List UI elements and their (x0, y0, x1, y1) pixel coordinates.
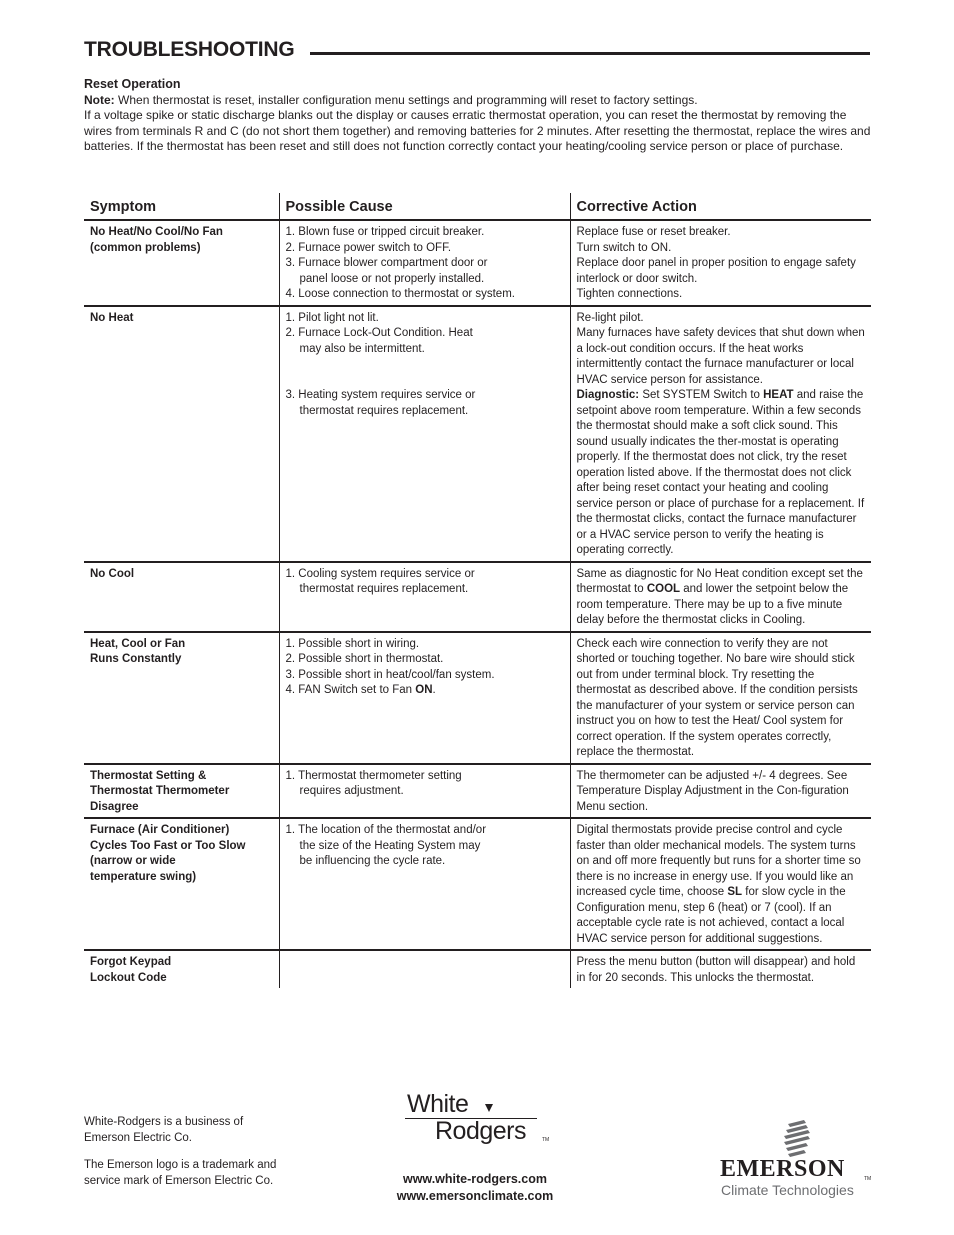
cause-text-tail: . (432, 684, 436, 696)
action-text: Digital thermostats provide precise control and cycle faster than older mechanical models. The system turns on and off more frequently but runs for a shorter time so there is no increase in energy use. If you would like an increased cycle time, choose (576, 824, 861, 898)
symptom-line: temperature swing) (90, 870, 197, 883)
white-rodgers-logo (405, 1090, 555, 1152)
cause-text: 1. Cooling system requires service or (285, 567, 475, 580)
cause-cell (279, 764, 570, 819)
troubleshooting-table (84, 193, 871, 988)
emerson-trademark: TM (864, 1176, 872, 1182)
cause-cell (279, 220, 570, 306)
action-paragraph (577, 637, 866, 761)
action-paragraph (577, 311, 866, 327)
cause-line (286, 342, 564, 358)
action-paragraph (577, 823, 866, 947)
cause-line (286, 567, 564, 583)
symptom-cell (84, 818, 279, 950)
cause-cell (279, 950, 570, 988)
action-paragraph (577, 769, 866, 816)
table-row (84, 818, 871, 950)
table-row (84, 306, 871, 562)
emerson-logo (720, 1118, 872, 1204)
symptom-line: Runs Constantly (90, 653, 182, 665)
page-title: TROUBLESHOOTING (84, 38, 301, 62)
action-cell (570, 562, 871, 632)
title-row (84, 38, 870, 68)
table-row (84, 764, 871, 819)
logo-triangle-icon (485, 1104, 493, 1112)
action-text-tail: for slow cycle in the Configuration menu, step 6 (heat) or 7 (cool). If an acceptable cycle rate is not achieved, contact a local HVAC service person for additional suggestions. (576, 886, 846, 945)
cause-text: may also be intermittent. (299, 342, 425, 355)
reset-operation-section (84, 77, 874, 155)
cause-line (286, 683, 564, 699)
action-bold: COOL (646, 583, 681, 595)
symptom-line: No Cool (90, 567, 135, 580)
table-row (84, 220, 871, 306)
cause-line (286, 357, 564, 388)
reset-body: If a voltage spike or static discharge blanks out the display or causes erratic thermostat operation, you can reset the thermostat by removing the wires from terminals R and C (do not short them together) and removing batteries for 2 minutes. After resetting the thermostat, replace the wires and batteries. If the thermostat has been reset and still does not function correctly contact your heating/cooling service person or place of purchase. (84, 108, 871, 154)
symptom-line: No Heat/No Cool/No Fan (90, 226, 223, 238)
cause-text: panel loose or not properly installed. (299, 272, 485, 285)
symptom-cell (84, 562, 279, 632)
cause-text: 4. Loose connection to thermostat or system. (285, 288, 515, 300)
cause-text: 1. Pilot light not lit. (285, 311, 379, 324)
url-emerson-climate[interactable]: www.emersonclimate.com (396, 1188, 554, 1203)
cause-line (286, 668, 564, 684)
cause-line (286, 388, 564, 404)
action-text: Same as diagnostic for No Heat condition except set the thermostat to (576, 567, 863, 595)
cause-line (286, 784, 564, 800)
action-text: Re-light pilot. (576, 311, 644, 324)
cause-text: be influencing the cycle rate. (299, 855, 446, 867)
cause-line (286, 241, 564, 257)
cause-text: the size of the Heating System may (299, 839, 481, 852)
cause-text: 2. Possible short in thermostat. (285, 653, 444, 665)
url-white-rodgers[interactable]: www.white-rodgers.com (402, 1172, 547, 1186)
cause-line (286, 311, 564, 327)
cause-line (286, 272, 564, 288)
action-text: Replace fuse or reset breaker. (576, 226, 731, 238)
cause-line (286, 404, 564, 420)
symptom-line: (narrow or wide (90, 855, 176, 867)
cause-text: 3. Heating system requires service or (285, 389, 476, 401)
action-paragraph (577, 241, 866, 257)
action-paragraph (577, 567, 866, 629)
action-paragraph (577, 326, 866, 388)
cause-line (286, 652, 564, 668)
table-row (84, 562, 871, 632)
cause-text: 2. Furnace power switch to OFF. (285, 241, 452, 254)
symptom-line: No Heat (90, 311, 134, 324)
action-text: Many furnaces have safety devices that shut down when a lock-out condition occurs. If the heat works intermittently contact the furnace manufacturer or local HVAC service person for assistance. (576, 327, 865, 386)
note-text: When thermostat is reset, installer configuration menu settings and programming will reset to factory settings. (118, 92, 698, 107)
cause-line (286, 287, 564, 303)
symptom-cell (84, 306, 279, 562)
cause-text: thermostat requires replacement. (299, 404, 469, 417)
cause-cell (279, 306, 570, 562)
action-text: Check each wire connection to verify they are not shorted or touching together. No bare wire should stick out from under terminal block. Try resetting the thermostat as described above. If the condition persists the manufacturer of your system or service person can instruct you on how to test the Heat/ Cool system for correct operation. If the system operates correctly, replace the thermostat. (576, 637, 858, 758)
header-possible-cause: Possible Cause (279, 193, 570, 220)
cause-text: requires adjustment. (299, 785, 404, 797)
action-paragraph (577, 388, 866, 559)
symptom-cell (84, 764, 279, 819)
action-paragraph (577, 955, 866, 986)
cause-text: 3. Possible short in heat/cool/fan system. (285, 668, 495, 681)
table-header-row (84, 193, 871, 220)
header-symptom: Symptom (84, 193, 279, 220)
business-note: White-Rodgers is a business of Emerson Electric Co. (84, 1116, 244, 1144)
symptom-line: Cycles Too Fast or Too Slow (90, 839, 246, 852)
cause-bold: ON (415, 684, 433, 696)
cause-line (286, 225, 564, 241)
cause-text: 1. Possible short in wiring. (285, 637, 420, 650)
action-text: Replace door panel in proper position to engage safety interlock or door switch. (576, 257, 856, 285)
action-text: Turn switch to ON. (576, 241, 672, 254)
action-label: Diagnostic: (576, 389, 640, 401)
table-body (84, 220, 871, 988)
climate-technologies: Climate Technologies (721, 1182, 854, 1198)
reset-heading: Reset Operation (84, 77, 181, 91)
action-cell (570, 818, 871, 950)
cause-line (286, 582, 564, 598)
cause-line (286, 256, 564, 272)
footer-legal (84, 1115, 284, 1201)
cause-cell (279, 818, 570, 950)
symptom-line: Forgot Keypad (90, 956, 172, 968)
cause-text: 4. FAN Switch set to Fan (285, 684, 416, 696)
action-text: Press the menu button (button will disappear) and hold in for 20 seconds. This unlocks the thermostat. (576, 956, 856, 984)
symptom-line: Heat, Cool or Fan (90, 637, 186, 650)
cause-text: 1. The location of the thermostat and/or (285, 824, 487, 836)
trademark-note: The Emerson logo is a trademark and service mark of Emerson Electric Co. (84, 1159, 277, 1187)
action-paragraph (577, 287, 866, 303)
table-row (84, 950, 871, 988)
reset-note (84, 93, 874, 109)
action-cell (570, 950, 871, 988)
cause-text: 2. Furnace Lock-Out Condition. Heat (285, 327, 473, 339)
action-text-tail: and raise the setpoint above room temperature. Within a few seconds the thermostat should make a soft click sound. This sound usually indicates the ther-mostat is operating properly. If the thermostat does not click, try the reset operation listed above. If the thermostat does not click after being reset contact your heating and cooling service person or place of purchase for a replacement. If the thermostat clicks, contact the furnace manufacturer or a HVAC service person to verify the heating is operating correctly. (576, 389, 865, 556)
action-cell (570, 764, 871, 819)
cause-line (286, 769, 564, 785)
cause-line (286, 823, 564, 839)
action-text: Set SYSTEM Switch to (639, 389, 764, 401)
cause-line (286, 854, 564, 870)
cause-line (286, 637, 564, 653)
cause-line (286, 326, 564, 342)
action-bold: SL (727, 886, 743, 898)
note-label: Note: (84, 92, 115, 107)
action-paragraph (577, 256, 866, 287)
cause-text: 1. Blown fuse or tripped circuit breaker. (285, 226, 485, 238)
cause-text: 3. Furnace blower compartment door or (285, 257, 488, 269)
emerson-mark-icon (778, 1118, 814, 1158)
symptom-line: (common problems) (90, 241, 201, 254)
symptom-cell (84, 950, 279, 988)
action-bold: HEAT (763, 389, 794, 401)
action-cell (570, 220, 871, 306)
footer-urls (380, 1171, 570, 1204)
symptom-line: Thermostat Thermometer (90, 785, 230, 797)
logo-trademark: TM (542, 1137, 550, 1143)
action-cell (570, 306, 871, 562)
symptom-line: Thermostat Setting & (90, 769, 207, 782)
header-corrective-action: Corrective Action (570, 193, 871, 220)
symptom-line: Furnace (Air Conditioner) (90, 824, 230, 836)
cause-cell (279, 562, 570, 632)
cause-text: thermostat requires replacement. (299, 583, 469, 595)
symptom-line: Disagree (90, 800, 139, 813)
action-text: Tighten connections. (576, 288, 683, 300)
action-text: The thermometer can be adjusted +/- 4 degrees. See Temperature Display Adjustment in the Con-figuration Menu section. (576, 769, 849, 813)
cause-cell (279, 632, 570, 764)
cause-line (286, 839, 564, 855)
title-rule (310, 52, 870, 55)
logo-white: White (407, 1090, 469, 1118)
action-cell (570, 632, 871, 764)
action-text-tail: and lower the setpoint below the room temperature. There may be up to a five minute delay before the thermostat clicks in Cooling. (576, 583, 849, 626)
table-row (84, 632, 871, 764)
cause-text: 1. Thermostat thermometer setting (285, 769, 462, 782)
symptom-cell (84, 220, 279, 306)
symptom-line: Lockout Code (90, 971, 167, 984)
logo-rodgers: Rodgers (435, 1117, 526, 1145)
emerson-wordmark: EMERSON (720, 1156, 845, 1182)
symptom-cell (84, 632, 279, 764)
action-paragraph (577, 225, 866, 241)
